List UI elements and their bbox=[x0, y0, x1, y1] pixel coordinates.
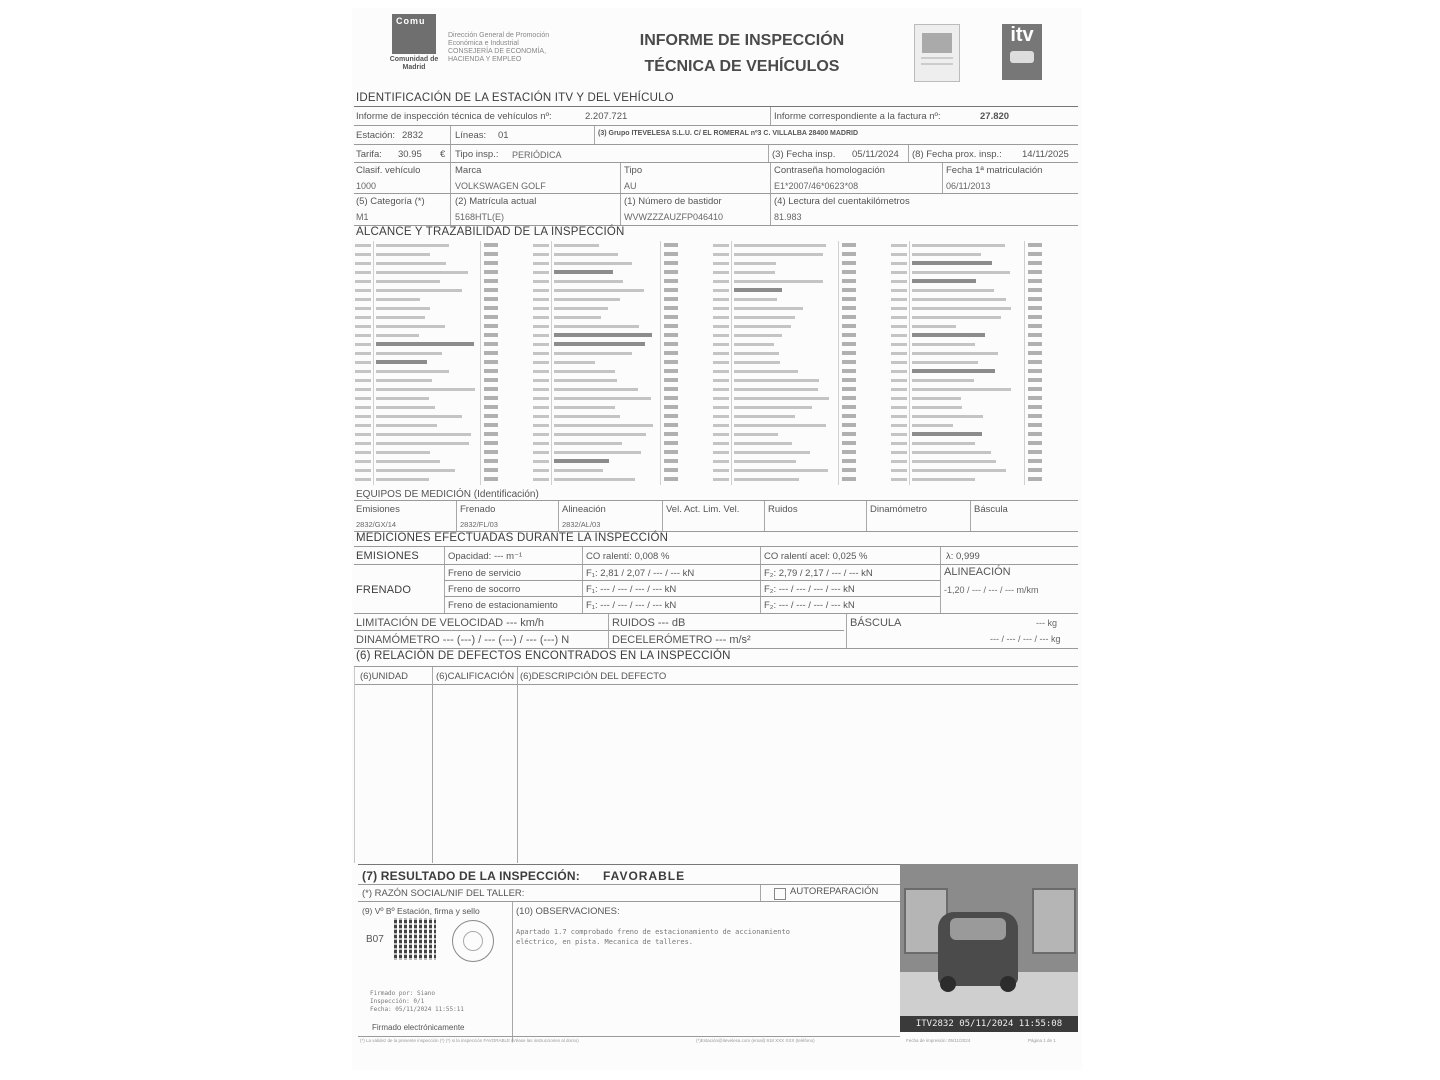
footer-note-2: (*)Estación@itevelesa.com (email) 918 XXX XXX (teléfono) bbox=[696, 1038, 815, 1043]
trazabilidad-row bbox=[532, 457, 710, 466]
section-alcance: ALCANCE Y TRAZABILIDAD DE LA INSPECCIÓN bbox=[356, 226, 625, 238]
trazabilidad-row bbox=[712, 259, 888, 268]
contrasena-value: E1*2007/46*0623*08 bbox=[774, 181, 859, 191]
clasif-value: 1000 bbox=[356, 181, 377, 191]
matricula-label: (2) Matrícula actual bbox=[455, 196, 537, 207]
trazabilidad-row bbox=[532, 349, 710, 358]
trazabilidad-row bbox=[532, 304, 710, 313]
trazabilidad-row bbox=[532, 313, 710, 322]
firmado-electronicamente: Firmado electrónicamente bbox=[372, 1023, 465, 1032]
co-ralenti-value: CO ralentí: 0,008 % bbox=[586, 551, 670, 562]
dept-line: CONSEJERÍA DE ECONOMÍA, bbox=[448, 48, 547, 55]
trazabilidad-row bbox=[354, 277, 530, 286]
trazabilidad-row bbox=[712, 466, 888, 475]
trazabilidad-row bbox=[354, 322, 530, 331]
trazabilidad-row bbox=[354, 394, 530, 403]
co-ralenti-acel-value: CO ralentí acel: 0,025 % bbox=[764, 551, 868, 562]
trazabilidad-row bbox=[890, 448, 1074, 457]
trazabilidad-row bbox=[354, 340, 530, 349]
lambda-value: λ: 0,999 bbox=[946, 551, 980, 562]
trazabilidad-row bbox=[712, 430, 888, 439]
trazabilidad-grid bbox=[354, 241, 1076, 485]
trazabilidad-row bbox=[354, 331, 530, 340]
trazabilidad-row bbox=[532, 358, 710, 367]
freno-estac-f2: F₂: --- / --- / --- / --- kN bbox=[764, 600, 855, 611]
freno-servicio-f1: F₁: 2,81 / 2,07 / --- / --- kN bbox=[586, 568, 695, 579]
station-seal-icon bbox=[452, 920, 494, 962]
trazabilidad-row bbox=[890, 259, 1074, 268]
dept-line: Económica e Industrial bbox=[448, 40, 519, 47]
trazabilidad-row bbox=[712, 448, 888, 457]
trazabilidad-row bbox=[890, 268, 1074, 277]
photo-timestamp: ITV2832 05/11/2024 11:55:08 bbox=[900, 1016, 1078, 1032]
emisiones-label: EMISIONES bbox=[356, 550, 419, 562]
trazabilidad-row bbox=[532, 394, 710, 403]
bastidor-label: (1) Número de bastidor bbox=[624, 196, 722, 207]
trazabilidad-row bbox=[890, 430, 1074, 439]
trazabilidad-row bbox=[890, 250, 1074, 259]
freno-servicio-label: Freno de servicio bbox=[448, 568, 521, 579]
trazabilidad-row bbox=[712, 340, 888, 349]
trazabilidad-row bbox=[890, 466, 1074, 475]
trazabilidad-row bbox=[890, 241, 1074, 250]
trazabilidad-row bbox=[532, 268, 710, 277]
trazabilidad-row bbox=[712, 394, 888, 403]
fecha-insp-label: (3) Fecha insp. bbox=[772, 149, 836, 160]
trazabilidad-row bbox=[354, 376, 530, 385]
equipo-header-alineacion: Alineación bbox=[562, 504, 606, 515]
informe-value: 2.207.721 bbox=[585, 111, 628, 122]
logo-box-text: Comu bbox=[396, 16, 426, 26]
trazabilidad-row bbox=[712, 331, 888, 340]
title-line-1: INFORME DE INSPECCIÓN bbox=[639, 32, 845, 49]
estacion-label: Estación: bbox=[356, 130, 396, 141]
alineacion-label: ALINEACIÓN bbox=[944, 566, 1011, 578]
estacion-value: 2832 bbox=[402, 130, 424, 141]
vehicle-photo bbox=[900, 864, 1078, 1032]
trazabilidad-row bbox=[354, 421, 530, 430]
fecha-prox-value: 14/11/2025 bbox=[1022, 149, 1069, 160]
trazabilidad-column bbox=[712, 241, 888, 485]
footer-note-4: Página 1 de 1 bbox=[1028, 1038, 1056, 1043]
trazabilidad-row bbox=[354, 412, 530, 421]
matricula-value: 5168HTL(E) bbox=[455, 212, 505, 222]
comunidad-madrid-logo bbox=[388, 14, 440, 78]
itv-logo-icon: itv bbox=[1002, 24, 1042, 80]
trazabilidad-row bbox=[890, 421, 1074, 430]
tipo-value: AU bbox=[624, 181, 637, 191]
trazabilidad-row bbox=[532, 340, 710, 349]
freno-socorro-f1: F₁: --- / --- / --- / --- kN bbox=[586, 584, 677, 595]
limitacion-velocidad: LIMITACIÓN DE VELOCIDAD --- km/h bbox=[356, 617, 545, 629]
freno-estac-label: Freno de estacionamiento bbox=[448, 600, 558, 611]
trazabilidad-row bbox=[354, 241, 530, 250]
equipo-header-ruidos: Ruidos bbox=[768, 504, 798, 515]
lineas-value: 01 bbox=[498, 130, 509, 141]
col-unidad: (6)UNIDAD bbox=[360, 671, 409, 682]
trazabilidad-row bbox=[532, 241, 710, 250]
trazabilidad-column bbox=[890, 241, 1074, 485]
trazabilidad-row bbox=[890, 412, 1074, 421]
observaciones-text-2: eléctrico, en pista. Mecanica de talleres. bbox=[516, 938, 694, 946]
trazabilidad-row bbox=[712, 313, 888, 322]
trazabilidad-row bbox=[890, 403, 1074, 412]
trazabilidad-row bbox=[890, 340, 1074, 349]
km-value: 81.983 bbox=[774, 212, 802, 222]
trazabilidad-row bbox=[354, 349, 530, 358]
trazabilidad-row bbox=[532, 466, 710, 475]
trazabilidad-row bbox=[712, 403, 888, 412]
trazabilidad-row bbox=[354, 304, 530, 313]
department-block bbox=[448, 32, 588, 64]
bastidor-value: WVWZZZAUZFP046410 bbox=[624, 212, 724, 222]
equipo-value-frenado: 2832/FL/03 bbox=[460, 520, 498, 529]
firma-code: B07 bbox=[366, 934, 384, 945]
freno-servicio-f2: F₂: 2,79 / 2,17 / --- / --- kN bbox=[764, 568, 873, 579]
trazabilidad-row bbox=[712, 421, 888, 430]
trazabilidad-row bbox=[354, 466, 530, 475]
tipo-insp-value: PERIÓDICA bbox=[512, 150, 562, 160]
trazabilidad-row bbox=[712, 367, 888, 376]
trazabilidad-row bbox=[712, 286, 888, 295]
autoreparacion-checkbox bbox=[774, 888, 786, 900]
trazabilidad-row bbox=[712, 385, 888, 394]
alineacion-value: -1,20 / --- / --- / --- m/km bbox=[944, 585, 1039, 595]
firma-mono-1: Firmado por: Siano bbox=[370, 990, 436, 997]
trazabilidad-row bbox=[712, 358, 888, 367]
fecha-matric-value: 06/11/2013 bbox=[946, 181, 991, 191]
trazabilidad-row bbox=[532, 277, 710, 286]
section-defectos: (6) RELACIÓN DE DEFECTOS ENCONTRADOS EN LA INSPECCIÓN bbox=[356, 650, 731, 662]
trazabilidad-row bbox=[712, 376, 888, 385]
trazabilidad-column bbox=[354, 241, 530, 485]
trazabilidad-row bbox=[890, 439, 1074, 448]
equipo-value-emisiones: 2832/GX/14 bbox=[356, 520, 397, 529]
marca-label: Marca bbox=[455, 165, 482, 176]
trazabilidad-row bbox=[532, 286, 710, 295]
qr-code-icon bbox=[394, 918, 436, 960]
col-calificacion: (6)CALIFICACIÓN bbox=[436, 671, 515, 682]
trazabilidad-row bbox=[890, 358, 1074, 367]
decelerometro-value: DECELERÓMETRO --- m/s² bbox=[612, 634, 751, 646]
logo-caption: Comunidad de Madrid bbox=[389, 56, 439, 71]
trazabilidad-row bbox=[532, 331, 710, 340]
categoria-label: (5) Categoría (*) bbox=[356, 196, 425, 207]
trazabilidad-row bbox=[354, 385, 530, 394]
trazabilidad-row bbox=[532, 367, 710, 376]
trazabilidad-row bbox=[354, 286, 530, 295]
trazabilidad-row bbox=[532, 439, 710, 448]
trazabilidad-row bbox=[890, 331, 1074, 340]
trazabilidad-row bbox=[532, 412, 710, 421]
trazabilidad-row bbox=[712, 277, 888, 286]
equipo-header-velocidad: Vel. Act. Lim. Vel. bbox=[666, 504, 740, 515]
freno-estac-f1: F₁: --- / --- / --- / --- kN bbox=[586, 600, 677, 611]
bascula-value-2: --- / --- / --- / --- kg bbox=[990, 634, 1061, 644]
bascula-value-1: --- kg bbox=[1036, 618, 1057, 628]
resultado-label: (7) RESULTADO DE LA INSPECCIÓN: bbox=[362, 869, 580, 883]
dept-line: Dirección General de Promoción bbox=[448, 32, 550, 39]
trazabilidad-row bbox=[354, 403, 530, 412]
trazabilidad-row bbox=[712, 412, 888, 421]
trazabilidad-row bbox=[890, 367, 1074, 376]
autoreparacion-label: AUTOREPARACIÓN bbox=[790, 886, 879, 897]
trazabilidad-row bbox=[890, 475, 1074, 484]
footer-note-3: Fecha de impresión: 05/11/2024 bbox=[906, 1038, 971, 1043]
trazabilidad-row bbox=[712, 439, 888, 448]
trazabilidad-row bbox=[890, 457, 1074, 466]
section-mediciones: MEDICIONES EFECTUADAS DURANTE LA INSPECCIÓN bbox=[356, 532, 669, 544]
factura-value: 27.820 bbox=[980, 111, 1010, 122]
trazabilidad-row bbox=[712, 268, 888, 277]
dept-line: HACIENDA Y EMPLEO bbox=[448, 56, 522, 63]
trazabilidad-row bbox=[354, 475, 530, 484]
trazabilidad-row bbox=[354, 358, 530, 367]
trazabilidad-row bbox=[532, 322, 710, 331]
empresa-text: (3) Grupo ITEVELESA S.L.U. C/ EL ROMERAL nº3 C. VILLALBA 28400 MADRID bbox=[598, 130, 859, 137]
equipo-value-alineacion: 2832/AL/03 bbox=[562, 520, 601, 529]
trazabilidad-row bbox=[890, 349, 1074, 358]
trazabilidad-row bbox=[890, 313, 1074, 322]
freno-socorro-f2: F₂: --- / --- / --- / --- kN bbox=[764, 584, 855, 595]
trazabilidad-row bbox=[890, 277, 1074, 286]
trazabilidad-row bbox=[532, 475, 710, 484]
bascula-label: BÁSCULA bbox=[850, 617, 902, 629]
freno-socorro-label: Freno de socorro bbox=[448, 584, 521, 595]
tipo-insp-label: Tipo insp.: bbox=[455, 149, 499, 160]
tipo-label: Tipo bbox=[624, 165, 643, 176]
trazabilidad-row bbox=[354, 259, 530, 268]
trazabilidad-row bbox=[532, 250, 710, 259]
equipo-header-dinamometro: Dinamómetro bbox=[870, 504, 928, 515]
trazabilidad-row bbox=[532, 403, 710, 412]
trazabilidad-row bbox=[712, 349, 888, 358]
trazabilidad-row bbox=[712, 322, 888, 331]
trazabilidad-row bbox=[890, 295, 1074, 304]
tarifa-label: Tarifa: bbox=[356, 149, 382, 160]
trazabilidad-row bbox=[532, 295, 710, 304]
contrasena-label: Contraseña homologación bbox=[774, 165, 885, 176]
dinamometro-value: DINAMÓMETRO --- (---) / --- (---) / --- (---) N bbox=[356, 634, 570, 646]
trazabilidad-row bbox=[354, 250, 530, 259]
vb-estacion-label: (9) Vº Bº Estación, firma y sello bbox=[362, 906, 480, 916]
factura-label: Informe correspondiente a la factura nº: bbox=[774, 111, 941, 122]
col-descripcion: (6)DESCRIPCIÓN DEL DEFECTO bbox=[520, 671, 667, 682]
trazabilidad-row bbox=[532, 376, 710, 385]
firma-mono-2: Inspección: 0/1 bbox=[370, 998, 425, 1005]
trazabilidad-row bbox=[890, 304, 1074, 313]
firma-mono-3: Fecha: 05/11/2024 11:55:11 bbox=[370, 1006, 464, 1013]
trazabilidad-row bbox=[890, 394, 1074, 403]
enac-badge-icon bbox=[914, 24, 960, 82]
marca-value: VOLKSWAGEN GOLF bbox=[455, 181, 546, 191]
trazabilidad-row bbox=[712, 295, 888, 304]
section-equipos: EQUIPOS DE MEDICIÓN (Identificación) bbox=[356, 489, 539, 500]
trazabilidad-row bbox=[354, 430, 530, 439]
trazabilidad-column bbox=[532, 241, 710, 485]
trazabilidad-row bbox=[532, 430, 710, 439]
trazabilidad-row bbox=[890, 385, 1074, 394]
section-identificacion: IDENTIFICACIÓN DE LA ESTACIÓN ITV Y DEL VEHÍCULO bbox=[356, 92, 674, 104]
km-label: (4) Lectura del cuentakilómetros bbox=[774, 196, 910, 207]
clasif-label: Clasif. vehículo bbox=[356, 165, 421, 176]
title-line-2: TÉCNICA DE VEHÍCULOS bbox=[644, 58, 840, 75]
ruidos-value: RUIDOS --- dB bbox=[612, 617, 686, 629]
trazabilidad-row bbox=[354, 457, 530, 466]
trazabilidad-row bbox=[532, 385, 710, 394]
trazabilidad-row bbox=[354, 295, 530, 304]
trazabilidad-row bbox=[712, 241, 888, 250]
fecha-matric-label: Fecha 1ª matriculación bbox=[946, 165, 1043, 176]
footer-note-1: (*) La validez de la presente inspección (*) (*) si la inspección FAVORABLE (Véase las instrucciones al dorso) bbox=[360, 1038, 579, 1043]
fecha-insp-value: 05/11/2024 bbox=[852, 149, 899, 160]
resultado-value: FAVORABLE bbox=[603, 869, 686, 883]
trazabilidad-row bbox=[532, 259, 710, 268]
trazabilidad-row bbox=[532, 448, 710, 457]
fecha-prox-label: (8) Fecha prox. insp.: bbox=[912, 149, 1002, 160]
trazabilidad-row bbox=[712, 457, 888, 466]
equipo-header-frenado: Frenado bbox=[460, 504, 496, 515]
report-header bbox=[352, 10, 1082, 90]
frenado-label: FRENADO bbox=[356, 584, 412, 596]
informe-label: Informe de inspección técnica de vehículos nº: bbox=[356, 111, 552, 122]
trazabilidad-row bbox=[712, 304, 888, 313]
trazabilidad-row bbox=[712, 250, 888, 259]
observaciones-label: (10) OBSERVACIONES: bbox=[516, 906, 620, 917]
trazabilidad-row bbox=[712, 475, 888, 484]
lineas-label: Líneas: bbox=[455, 130, 487, 141]
trazabilidad-row bbox=[532, 421, 710, 430]
trazabilidad-row bbox=[354, 448, 530, 457]
trazabilidad-row bbox=[354, 439, 530, 448]
equipo-header-bascula: Báscula bbox=[974, 504, 1008, 515]
trazabilidad-row bbox=[354, 313, 530, 322]
taller-label: (*) RAZÓN SOCIAL/NIF DEL TALLER: bbox=[362, 888, 525, 899]
observaciones-text-1: Apartado 1.7 comprobado freno de estacionamiento de accionamiento bbox=[516, 928, 790, 936]
trazabilidad-row bbox=[890, 286, 1074, 295]
report-title bbox=[622, 28, 862, 80]
tarifa-unit: € bbox=[440, 149, 446, 160]
categoria-value: M1 bbox=[356, 212, 369, 222]
trazabilidad-row bbox=[890, 376, 1074, 385]
trazabilidad-row bbox=[354, 268, 530, 277]
trazabilidad-row bbox=[890, 322, 1074, 331]
opacidad-value: Opacidad: --- m⁻¹ bbox=[448, 551, 523, 562]
equipo-header-emisiones: Emisiones bbox=[356, 504, 400, 515]
trazabilidad-row bbox=[354, 367, 530, 376]
tarifa-value: 30.95 bbox=[398, 149, 422, 160]
